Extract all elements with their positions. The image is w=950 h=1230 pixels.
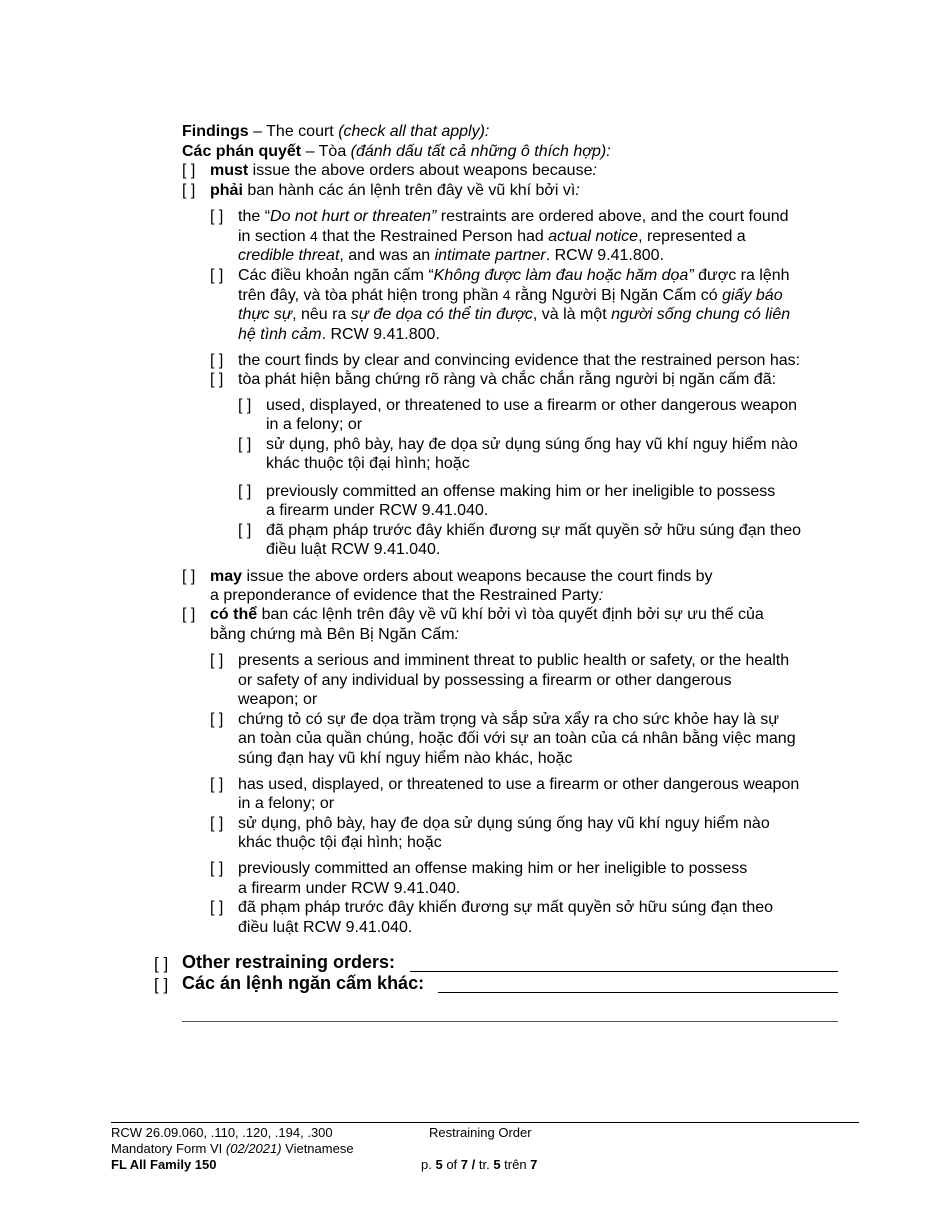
felony-weapon-text-en-l1: used, displayed, or threatened to use a firearm or other dangerous weapon: [266, 397, 797, 414]
may-ineligible-checkbox-vi[interactable]: [ ]: [210, 899, 224, 916]
may-ineligible-text-en-l1: previously committed an offense making him or her ineligible to possess: [238, 860, 748, 877]
ineligible-text-en-l1: previously committed an offense making him or her ineligible to possess: [266, 483, 776, 500]
other-orders-field-line-3[interactable]: [182, 1021, 838, 1022]
used-weapon-text-en-l1: has used, displayed, or threatened to use a firearm or other dangerous weapon: [238, 776, 800, 793]
do-not-hurt-checkbox-vi[interactable]: [ ]: [210, 267, 224, 284]
used-weapon-text-vi-l1: sử dụng, phô bày, hay đe dọa sử dụng súng ống hay vũ khí nguy hiểm nào: [238, 815, 770, 832]
may-text-vi-l2: bằng chứng mà Bên Bị Ngăn Cấm:: [210, 626, 460, 643]
footer-code: FL All Family 150: [111, 1157, 217, 1172]
must-checkbox[interactable]: [ ]: [182, 162, 196, 179]
imminent-threat-text-vi-l1: chứng tỏ có sự đe dọa trầm trọng và sắp sửa xẩy ra cho sức khỏe hay là sự: [238, 711, 779, 728]
may-ineligible-text-vi-l1: đã phạm pháp trước đây khiến đương sự mất quyền sở hữu súng đạn theo: [238, 899, 774, 916]
imminent-threat-text-en-l2: or safety of any individual by possessing a firearm or other dangerous: [238, 672, 732, 689]
footer-rcw: RCW 26.09.060, .110, .120, .194, .300: [111, 1125, 333, 1140]
other-orders-checkbox[interactable]: [ ]: [154, 954, 169, 973]
footer-form: Mandatory Form VI (02/2021) Vietnamese: [111, 1141, 354, 1156]
other-orders-label-vi: Các án lệnh ngăn cấm khác:: [182, 973, 425, 993]
felony-weapon-text-vi-l1: sử dụng, phô bày, hay đe dọa sử dụng súng ống hay vũ khí nguy hiểm nào: [266, 436, 798, 453]
used-weapon-text-en-l2: in a felony; or: [238, 795, 335, 812]
used-weapon-checkbox-vi[interactable]: [ ]: [210, 815, 224, 832]
do-not-hurt-text-vi-l3: thực sự, nêu ra sự đe dọa có thể tin được, và là một người sống chung có liên: [238, 306, 791, 323]
footer-divider: [111, 1122, 859, 1123]
other-orders-field-line-1[interactable]: [410, 971, 838, 972]
may-ineligible-text-vi-l2: điều luật RCW 9.41.040.: [238, 919, 413, 936]
felony-weapon-text-en-l2: in a felony; or: [266, 416, 363, 433]
ineligible-text-vi-l2: điều luật RCW 9.41.040.: [266, 541, 441, 558]
felony-weapon-checkbox[interactable]: [ ]: [238, 397, 252, 414]
imminent-threat-checkbox-vi[interactable]: [ ]: [210, 711, 224, 728]
other-orders-checkbox-vi[interactable]: [ ]: [154, 975, 169, 994]
findings-heading-vi: Các phán quyết – Tòa (đánh dấu tất cả những ô thích hợp):: [182, 143, 611, 160]
clear-evidence-text-vi: tòa phát hiện bằng chứng rõ ràng và chắc chắn rằng người bị ngăn cấm đã:: [238, 371, 777, 388]
must-option-en: [ ] must issue the above orders about weapons because:: [182, 162, 597, 179]
imminent-threat-text-vi-l3: súng đạn hay vũ khí nguy hiểm nào khác, hoặc: [238, 750, 573, 767]
may-text-vi-l1: có thể ban các lệnh trên đây về vũ khí bởi vì tòa quyết định bởi sự ưu thế của: [210, 606, 764, 623]
other-orders-label-en: Other restraining orders:: [182, 952, 396, 972]
ineligible-checkbox-vi[interactable]: [ ]: [238, 522, 252, 539]
do-not-hurt-text-vi-l2: trên đây, và tòa phát hiện trong phần 4 rằng Người Bị Ngăn Cấm có giấy báo: [238, 287, 783, 304]
imminent-threat-checkbox[interactable]: [ ]: [210, 652, 224, 669]
may-text-en-l1: may issue the above orders about weapons because the court finds by: [210, 568, 713, 585]
imminent-threat-text-en-l1: presents a serious and imminent threat to public health or safety, or the health: [238, 652, 790, 669]
may-ineligible-text-en-l2: a firearm under RCW 9.41.040.: [238, 880, 461, 897]
findings-heading-en: Findings – The court (check all that apply):: [182, 123, 490, 140]
clear-evidence-checkbox-vi[interactable]: [ ]: [210, 371, 224, 388]
imminent-threat-text-vi-l2: an toàn của quần chúng, hoặc đối với sự an toàn của cá nhân bằng việc mang: [238, 730, 796, 747]
do-not-hurt-checkbox[interactable]: [ ]: [210, 208, 224, 225]
must-checkbox-vi[interactable]: [ ]: [182, 182, 196, 199]
felony-weapon-checkbox-vi[interactable]: [ ]: [238, 436, 252, 453]
may-text-en-l2: a preponderance of evidence that the Restrained Party:: [210, 587, 604, 604]
ineligible-text-en-l2: a firearm under RCW 9.41.040.: [266, 502, 489, 519]
do-not-hurt-text-vi-l1: Các điều khoản ngăn cấm “Không được làm đau hoặc hăm dọa” được ra lệnh: [238, 267, 790, 284]
may-checkbox-vi[interactable]: [ ]: [182, 606, 196, 623]
do-not-hurt-text-en-l3: credible threat, and was an intimate partner. RCW 9.41.800.: [238, 247, 665, 264]
do-not-hurt-text-en-l2: in section 4 that the Restrained Person had actual notice, represented a: [238, 228, 746, 245]
clear-evidence-text-en: the court finds by clear and convincing evidence that the restrained person has:: [238, 352, 801, 369]
used-weapon-text-vi-l2: khác thuộc tội đại hình; hoặc: [238, 834, 442, 851]
clear-evidence-checkbox[interactable]: [ ]: [210, 352, 224, 369]
imminent-threat-text-en-l3: weapon; or: [238, 691, 318, 708]
footer-title: Restraining Order: [429, 1125, 532, 1140]
do-not-hurt-text-vi-l4: hệ tình cảm. RCW 9.41.800.: [238, 326, 440, 343]
may-ineligible-checkbox[interactable]: [ ]: [210, 860, 224, 877]
ineligible-text-vi-l1: đã phạm pháp trước đây khiến đương sự mất quyền sở hữu súng đạn theo: [266, 522, 802, 539]
footer-page-number: p. 5 of 7 / tr. 5 trên 7: [421, 1157, 538, 1172]
may-checkbox[interactable]: [ ]: [182, 568, 196, 585]
do-not-hurt-text-en-l1: the “Do not hurt or threaten” restraints are ordered above, and the court found: [238, 208, 789, 225]
other-orders-field-line-2[interactable]: [438, 992, 838, 993]
felony-weapon-text-vi-l2: khác thuộc tội đại hình; hoặc: [266, 455, 470, 472]
used-weapon-checkbox[interactable]: [ ]: [210, 776, 224, 793]
ineligible-checkbox[interactable]: [ ]: [238, 483, 252, 500]
must-option-vi: [ ] phải ban hành các án lệnh trên đây về vũ khí bởi vì:: [182, 182, 580, 199]
